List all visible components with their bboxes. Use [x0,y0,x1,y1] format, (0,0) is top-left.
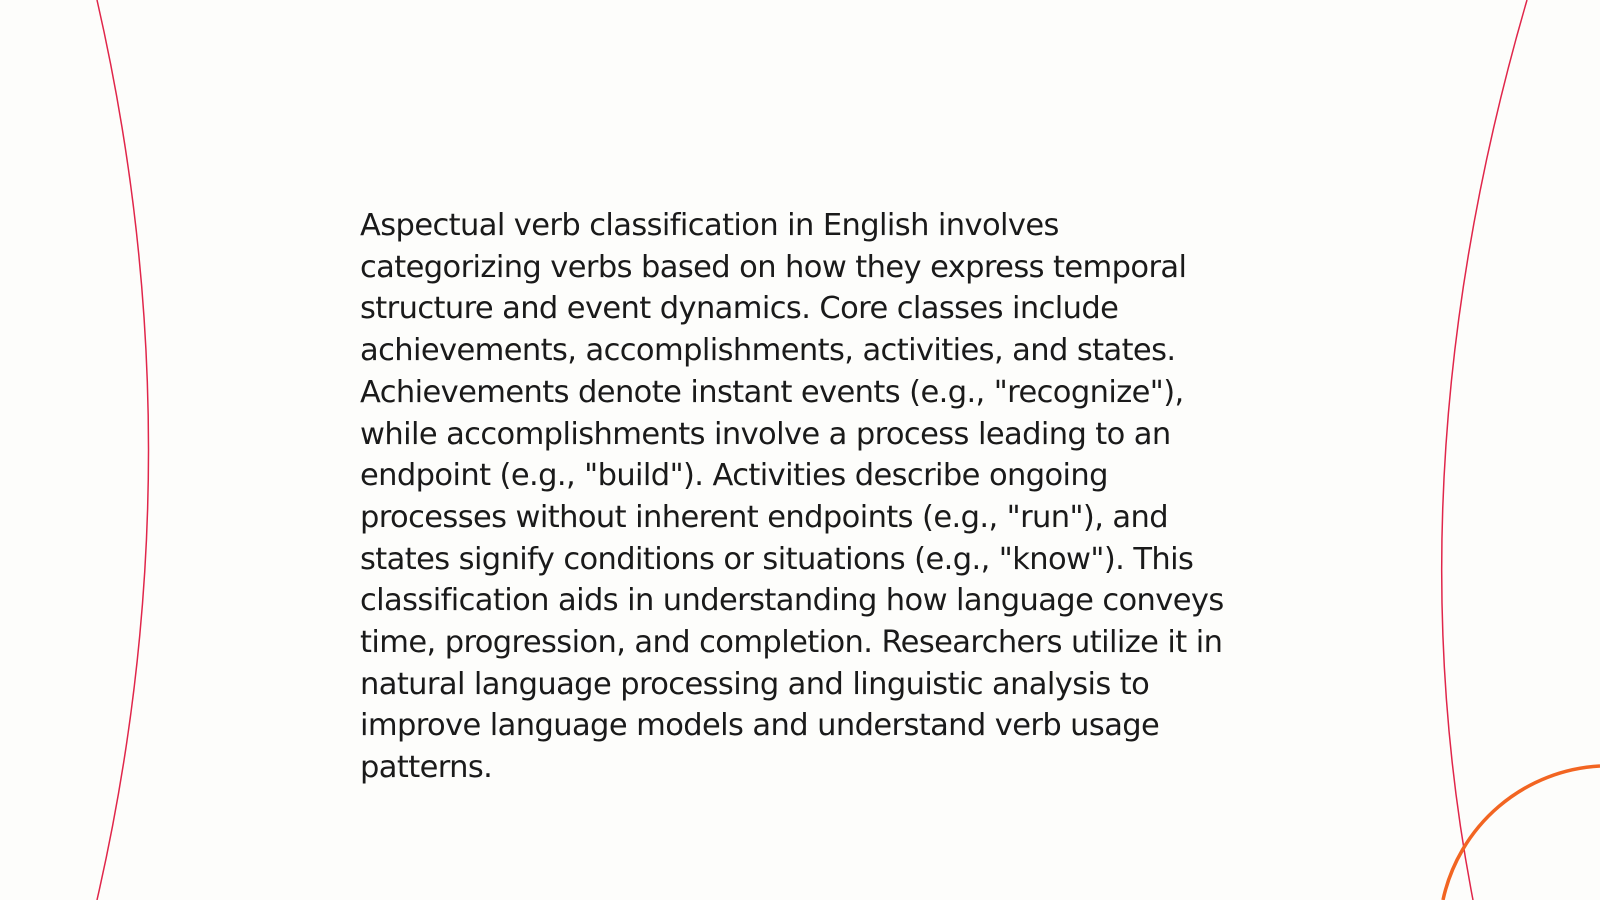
body-paragraph: Aspectual verb classification in English involves categorizing verbs based on how they express temporal structure and event dynamics. Core classes include achievements, accomplishments, activities, and states. Achievements denote instant events (e.g., "recognize"), while accomplishments involve a process leading to an endpoint (e.g., "build"). Activities describe ongoing processes without inherent endpoints (e.g., "run"), and states signify conditions or situations (e.g., "know"). This classification aids in understanding how language conveys time, progression, and completion. Researchers utilize it in natural language processing and linguistic analysis to improve language models and understand verb usage patterns. [360,208,1224,786]
orange-accent-arc [1443,766,1600,900]
right-curve-line [1442,0,1527,900]
left-curve-line [97,0,149,900]
